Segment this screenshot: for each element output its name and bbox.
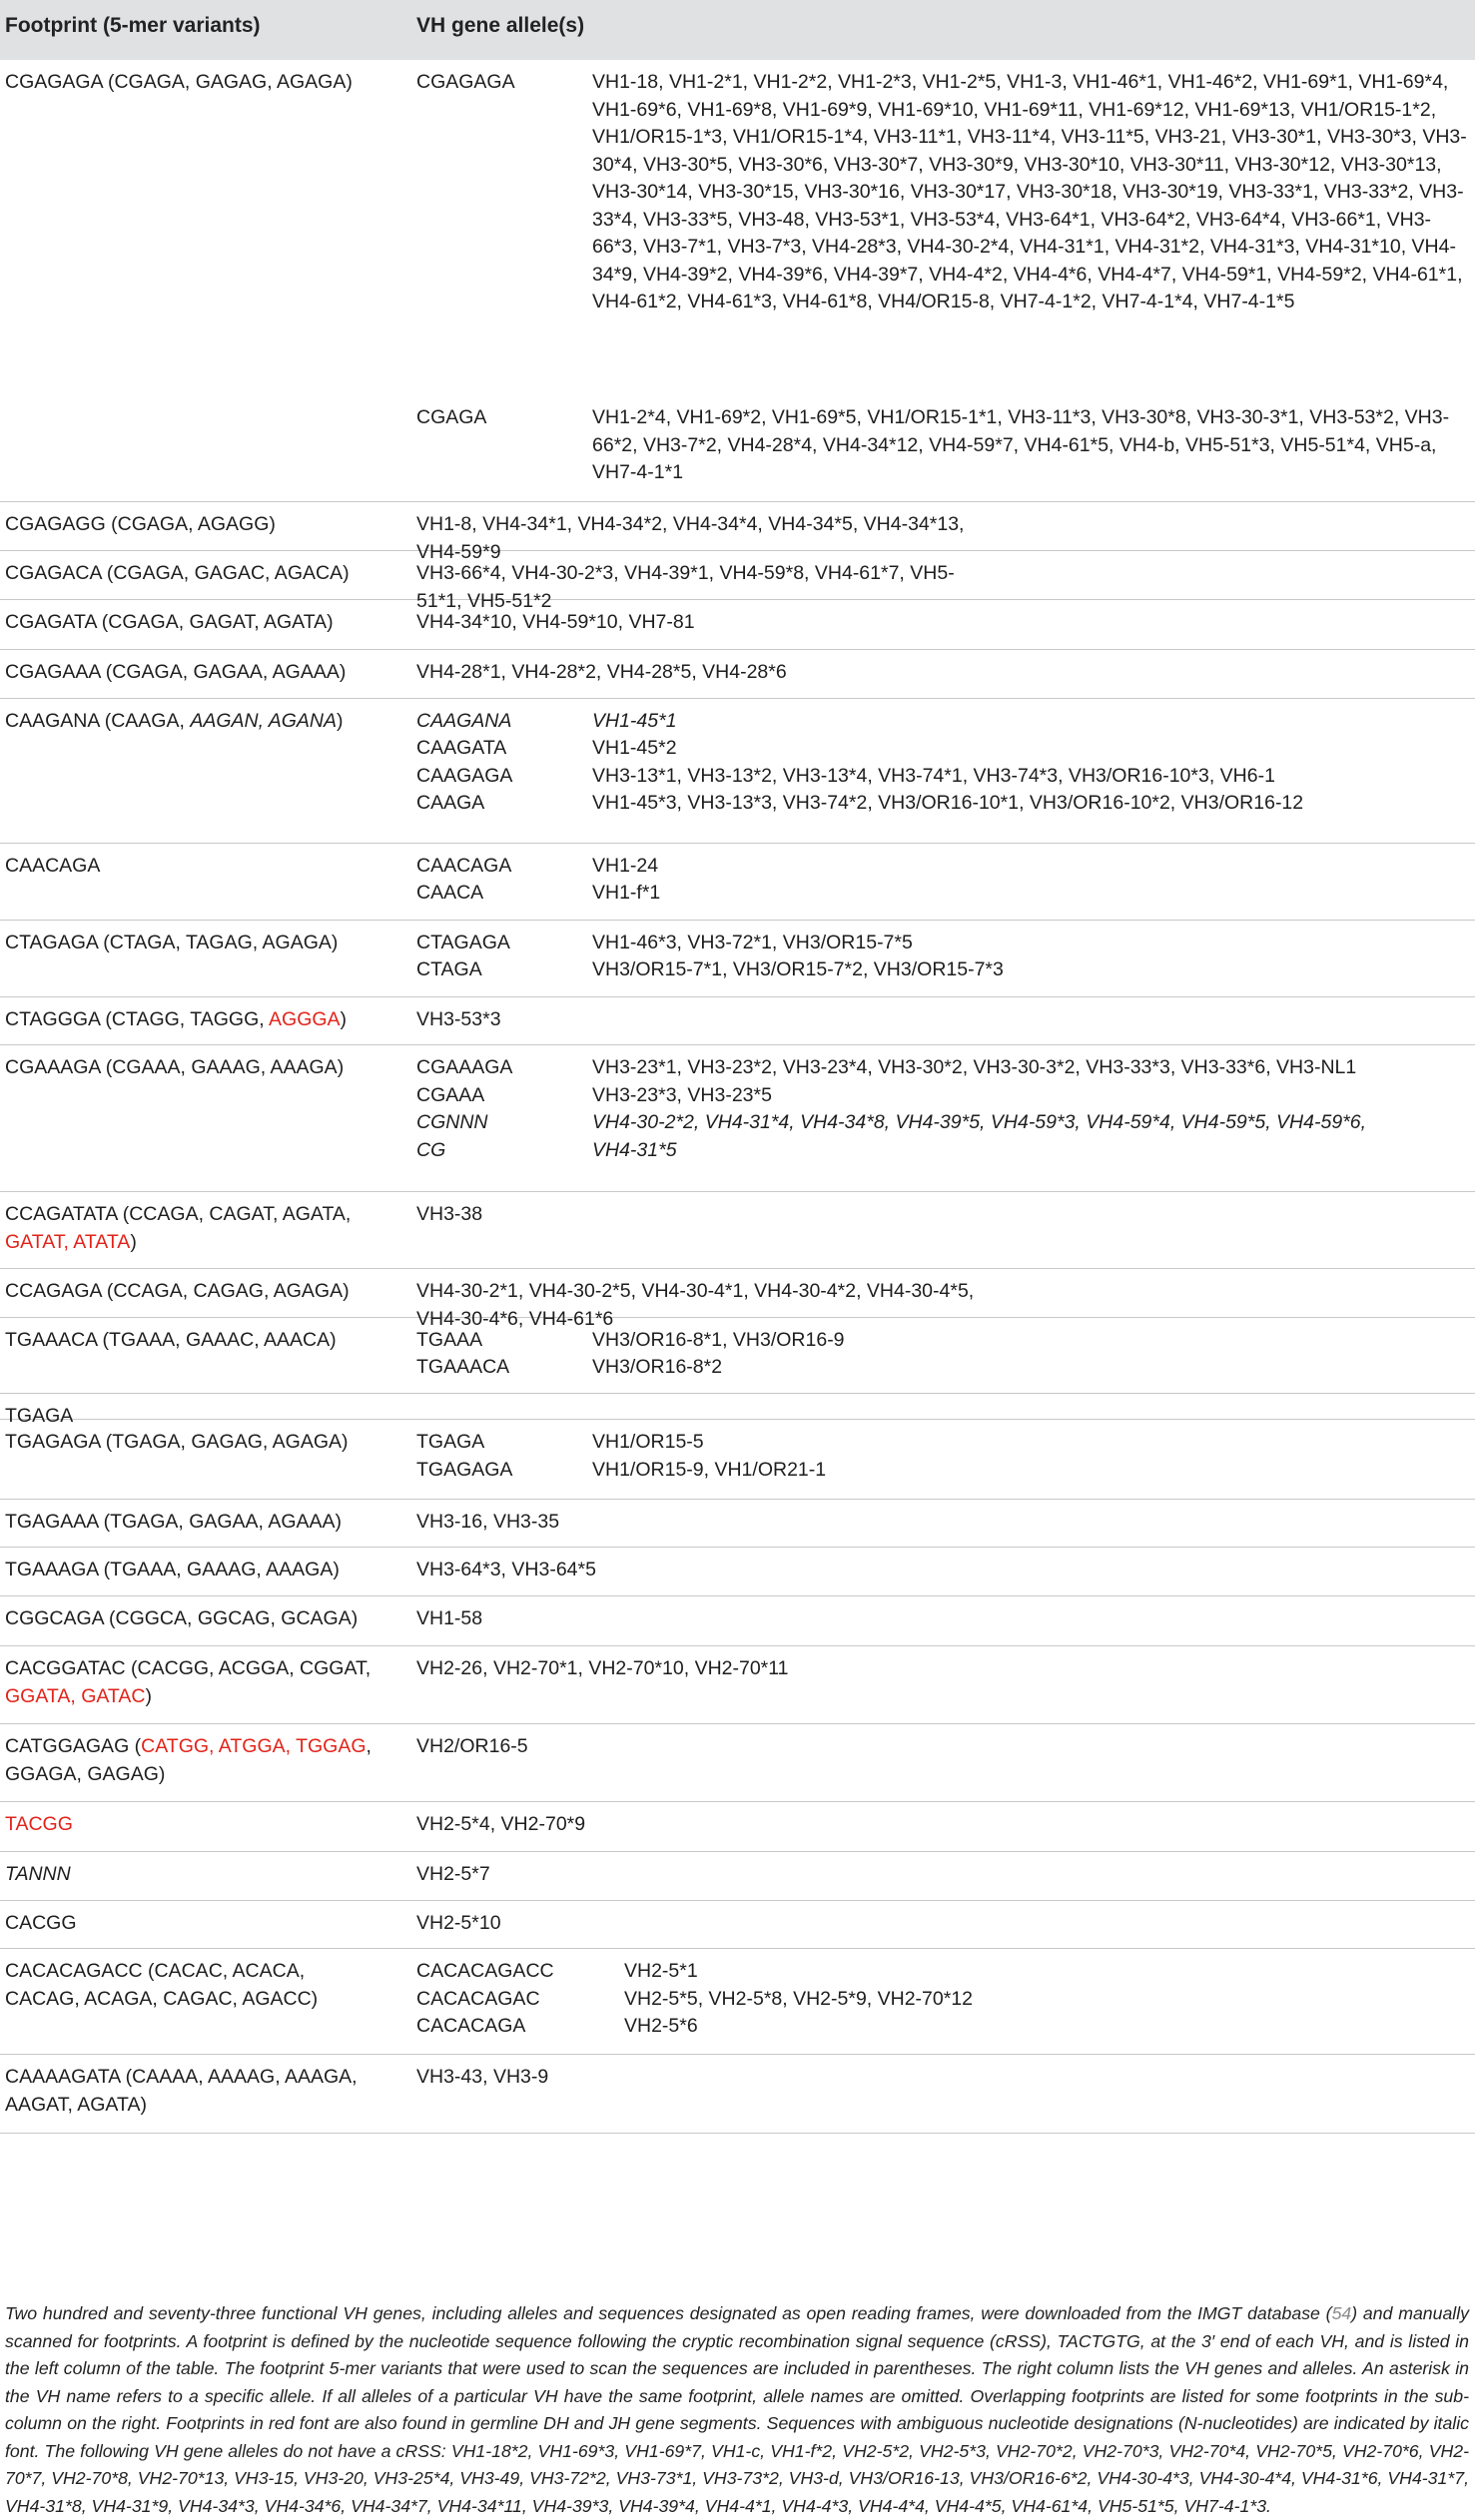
footprint-cell	[5, 1327, 399, 1355]
footprint-text: CGAAAGA (CGAAA, GAAAG, AAAGA)	[5, 1056, 345, 1078]
table-row	[0, 844, 1475, 921]
vh-allele-cell: VH2/OR16-5	[416, 1735, 528, 1757]
footprint-cell	[5, 511, 399, 539]
vh-allele-cell: VH3-66*4, VH4-30-2*3, VH4-39*1, VH4-59*8, VH4-61*7, VH5-51*1, VH5-51*2	[416, 562, 955, 612]
footprint-text: TGAGAAA (TGAGA, GAGAA, AGAAA)	[5, 1511, 343, 1533]
footprint-cell	[5, 1054, 399, 1082]
footprint-cell	[5, 1861, 399, 1889]
vh-allele-cell: VH4-30-2*1, VH4-30-2*5, VH4-30-4*1, VH4-30-4*2, VH4-30-4*5, VH4-30-4*6, VH4-61*6	[416, 1280, 975, 1330]
vh-allele-cell: VH3-43, VH3-9	[416, 2066, 549, 2088]
sub-footprint: CAAGA	[416, 792, 485, 814]
table-row	[0, 1646, 1475, 1724]
sub-footprint: CAACA	[416, 882, 484, 904]
vh-allele-list: VH3/OR16-8*1, VH3/OR16-9	[592, 1329, 845, 1351]
vh-allele-list: VH3-23*3, VH3-23*5	[592, 1084, 772, 1106]
footprint-cell	[5, 1655, 399, 1710]
footprint-text: CGAGACA (CGAGA, GAGAC, AGACA)	[5, 562, 350, 584]
sub-footprint: CGAGA	[416, 406, 487, 428]
footprint-text: CACACAGACC (CACAC, ACACA, CACAG, ACAGA, CAGAC, AGACC)	[5, 1960, 319, 2010]
sub-footprint: CTAGAGA	[416, 932, 510, 953]
footprint-cell	[5, 708, 399, 736]
footprint-text: CAAAAGATA (CAAAA, AAAAG, AAAGA, AAGAT, AGATA)	[5, 2066, 358, 2116]
footprint-cell	[5, 930, 399, 957]
footprint-cell	[5, 1557, 399, 1584]
footprint-text: CAACAGA	[5, 855, 101, 877]
footprint-cell	[5, 1733, 399, 1788]
footprint-cell	[5, 659, 399, 687]
footprint-cell	[5, 1509, 399, 1537]
sub-footprint: CGAGAGA	[416, 71, 515, 93]
sub-footprint: CG	[416, 1139, 446, 1161]
sub-footprint: CACACAGACC	[416, 1960, 554, 1982]
vh-allele-list: VH3-23*1, VH3-23*2, VH3-23*4, VH3-30*2, VH3-30-3*2, VH3-33*3, VH3-33*6, VH3-NL1	[592, 1056, 1357, 1078]
footprint-cell	[5, 1811, 399, 1839]
vh-genes-column-header: VH gene allele(s)	[416, 14, 585, 37]
table-row	[0, 1596, 1475, 1646]
table-row	[0, 1394, 1475, 1427]
footprint-cell	[5, 1006, 399, 1034]
footprint-cell	[5, 69, 399, 97]
vh-allele-cell: VH3-38	[416, 1203, 483, 1225]
caption-text: ) and manually scanned for footprints. A footprint is defined by the nucleotide sequence following the cryptic recombination signal sequence (cRSS), TACTGTG, at the 3′ end of each VH, and is listed in the left column of the table. The footprint 5-mer variants that were used to scan the sequences are included in parentheses. The right column lists the VH genes and alleles. An asterisk in the VH name refers to a specific allele. If all alleles of a particular VH have the same footprint, allele names are omitted. Overlapping footprints are listed for some footprints in the sub-column on the right. Footprints in red font are also found in germline DH and JH gene segments. Sequences with ambiguous nucleotide designations (N-nucleotides) are indicated by italic font. The following VH gene alleles do not have a cRSS: VH1-18*2, VH1-69*3, VH1-69*7, VH1-c, VH1-f*2, VH2-5*2, VH2-5*3, VH2-70*2, VH2-70*3, VH2-70*4, VH2-70*5, VH2-70*6, VH2-70*7, VH2-70*8, VH2-70*13, VH3-15, VH3-20, VH3-25*4, VH3-49, VH3-72*2, VH3-73*1, VH3-73*2, VH3-d, VH3/OR16-13, VH3/OR16-6*2, VH4-30-4*3, VH4-30-4*4, VH4-31*6, VH4-31*7, VH4-31*8, VH4-31*9, VH4-34*3, VH4-34*6, VH4-34*7, VH4-34*11, VH4-39*3, VH4-39*4, VH4-4*1, VH4-4*3, VH4-4*4, VH4-4*5, VH4-61*4, VH5-51*5, VH7-4-1*3.	[5, 2303, 1470, 2516]
vh-allele-list: VH2-5*1	[624, 1960, 698, 1982]
footprint-text: AAGAN, AGANA	[190, 710, 337, 732]
table-row	[0, 1802, 1475, 1852]
table-row	[0, 600, 1475, 650]
sub-footprint: CACACAGAC	[416, 1988, 540, 2010]
vh-allele-cell: VH3-16, VH3-35	[416, 1511, 560, 1533]
dh-jh-footprint: TACGG	[5, 1813, 73, 1835]
vh-allele-cell: VH2-5*10	[416, 1912, 501, 1934]
footprint-text: CAAGANA (CAAGA,	[5, 710, 191, 732]
footprint-text: TGAAACA (TGAAA, GAAAC, AAACA)	[5, 1329, 337, 1351]
table-row	[0, 2055, 1475, 2134]
footprint-cell	[5, 1910, 399, 1938]
table-row	[0, 502, 1475, 563]
footprint-cell	[5, 1605, 399, 1633]
table-row	[0, 1724, 1475, 1802]
footprint-cell	[5, 853, 399, 881]
table-row	[0, 1949, 1475, 2055]
footprint-text: )	[340, 1008, 348, 1030]
footprint-text: CGAGAGG (CGAGA, AGAGG)	[5, 513, 276, 535]
footprint-text: )	[130, 1230, 137, 1253]
vh-allele-list: VH3/OR16-8*2	[592, 1356, 723, 1378]
vh-allele-cell: VH4-34*10, VH4-59*10, VH7-81	[416, 611, 695, 633]
vh-allele-cell: VH1-8, VH4-34*1, VH4-34*2, VH4-34*4, VH4-34*5, VH4-34*13, VH4-59*9	[416, 513, 965, 563]
sub-footprint: CTAGA	[416, 958, 482, 980]
sub-footprint: CAAGANA	[416, 710, 512, 732]
footprint-text: )	[336, 710, 344, 732]
footprint-text: CACGGATAC (CACGG, ACGGA, CGGAT,	[5, 1657, 371, 1679]
footprint-text: CGAGAAA (CGAGA, GAGAA, AGAAA)	[5, 661, 347, 683]
table-row	[0, 1318, 1475, 1394]
table-body	[0, 60, 1475, 2134]
footprint-text: CGAGATA (CGAGA, GAGAT, AGATA)	[5, 611, 334, 633]
vh-allele-list: VH2-5*5, VH2-5*8, VH2-5*9, VH2-70*12	[624, 1988, 974, 2010]
footprint-cell	[5, 1278, 399, 1306]
footprint-cell	[5, 1429, 399, 1457]
footprint-text: , GGAGA, GAGAG)	[5, 1735, 371, 1785]
footprint-text: CTAGGGA (CTAGG, TAGGG,	[5, 1008, 270, 1030]
table-row	[0, 551, 1475, 612]
sub-footprint: TGAGA	[416, 1431, 485, 1453]
footprint-text: CCAGAGA (CCAGA, CAGAG, AGAGA)	[5, 1280, 350, 1302]
footprint-text: TANNN	[5, 1863, 71, 1885]
table-header	[0, 0, 1475, 60]
table-row	[0, 921, 1475, 997]
footprint-cell	[5, 1201, 399, 1256]
sub-footprint: TGAAACA	[416, 1356, 510, 1378]
table-row	[0, 60, 1475, 502]
vh-allele-list: VH1-46*3, VH3-72*1, VH3/OR15-7*5	[592, 932, 913, 953]
vh-allele-list: VH3/OR15-7*1, VH3/OR15-7*2, VH3/OR15-7*3	[592, 958, 1004, 980]
footprint-text: CTAGAGA (CTAGA, TAGAG, AGAGA)	[5, 932, 339, 953]
vh-allele-list: VH1-f*1	[592, 882, 661, 904]
sub-footprint: CGAAA	[416, 1084, 485, 1106]
vh-allele-list: VH2-5*6	[624, 2015, 698, 2037]
sub-footprint: CAAGATA	[416, 737, 507, 759]
table-row	[0, 1548, 1475, 1596]
table-row	[0, 1045, 1475, 1192]
vh-allele-list: VH1-45*1	[592, 710, 677, 732]
footprint-text: CCAGATATA (CCAGA, CAGAT, AGATA,	[5, 1203, 352, 1225]
caption-text: Two hundred and seventy-three functional VH genes, including alleles and sequences designated as open reading frames, were downloaded from the IMGT database (	[5, 2303, 1332, 2323]
table-row	[0, 1500, 1475, 1548]
footprint-cell	[5, 1958, 335, 2013]
vh-allele-list: VH1-45*3, VH3-13*3, VH3-74*2, VH3/OR16-10*1, VH3/OR16-10*2, VH3/OR16-12	[592, 792, 1304, 814]
reference-link: 54	[1331, 2303, 1352, 2323]
sub-footprint: TGAAA	[416, 1329, 483, 1351]
footprint-text: CACGG	[5, 1912, 77, 1934]
footprint-text: TGAAAGA (TGAAA, GAAAG, AAAGA)	[5, 1559, 340, 1580]
table-row	[0, 1901, 1475, 1949]
vh-allele-list: VH1-18, VH1-2*1, VH1-2*2, VH1-2*3, VH1-2*5, VH1-3, VH1-46*1, VH1-46*2, VH1-69*1, VH1-69*4, VH1-69*6, VH1-69*8, VH1-69*9, VH1-69*10, VH1-69*11, VH1-69*12, VH1-69*13, VH1/OR15-1*2, VH1/OR15-1*3, VH1/OR15-1*4, VH3-11*1, VH3-11*4, VH3-11*5, VH3-21, VH3-30*1, VH3-30*3, VH3-30*4, VH3-30*5, VH3-30*6, VH3-30*7, VH3-30*9, VH3-30*10, VH3-30*11, VH3-30*12, VH3-30*13, VH3-30*14, VH3-30*15, VH3-30*16, VH3-30*17, VH3-30*18, VH3-30*19, VH3-33*1, VH3-33*2, VH3-33*4, VH3-33*5, VH3-48, VH3-53*1, VH3-53*4, VH3-64*1, VH3-64*2, VH3-64*4, VH3-66*1, VH3-66*3, VH3-7*1, VH3-7*3, VH4-28*3, VH4-30-2*4, VH4-31*1, VH4-31*2, VH4-31*3, VH4-31*10, VH4-34*9, VH4-39*2, VH4-39*6, VH4-39*7, VH4-4*2, VH4-4*6, VH4-4*7, VH4-59*1, VH4-59*2, VH4-61*1, VH4-61*2, VH4-61*3, VH4-61*8, VH4/OR15-8, VH7-4-1*2, VH7-4-1*4, VH7-4-1*5	[592, 71, 1467, 313]
sub-footprint: CGNNN	[416, 1111, 488, 1133]
footprint-text: CGGCAGA (CGGCA, GGCAG, GCAGA)	[5, 1607, 359, 1629]
dh-jh-footprint: CATGG, ATGGA, TGGAG	[141, 1735, 367, 1757]
footprint-text: CGAGAGA (CGAGA, GAGAG, AGAGA)	[5, 71, 353, 93]
vh-allele-list: VH4-31*5	[592, 1139, 677, 1161]
vh-allele-cell: VH1-58	[416, 1607, 483, 1629]
vh-allele-cell: VH3-64*3, VH3-64*5	[416, 1559, 596, 1580]
vh-allele-cell: VH2-5*7	[416, 1863, 490, 1885]
footprint-column-header: Footprint (5-mer variants)	[5, 14, 261, 37]
table-row	[0, 650, 1475, 699]
vh-allele-list: VH4-30-2*2, VH4-31*4, VH4-34*8, VH4-39*5, VH4-59*3, VH4-59*4, VH4-59*5, VH4-59*6,	[592, 1111, 1367, 1133]
footprint-cell	[5, 609, 399, 637]
table-row	[0, 997, 1475, 1045]
table-row	[0, 1852, 1475, 1901]
vh-allele-list: VH1-2*4, VH1-69*2, VH1-69*5, VH1/OR15-1*1, VH3-11*3, VH3-30*8, VH3-30-3*1, VH3-53*2, VH3-66*2, VH3-7*2, VH4-28*4, VH4-34*12, VH4-59*7, VH4-61*5, VH4-b, VH5-51*3, VH5-51*4, VH5-a, VH7-4-1*1	[592, 406, 1450, 483]
footprint-cell	[5, 560, 399, 588]
table-row	[0, 699, 1475, 844]
table-row	[0, 1192, 1475, 1269]
footprint-cell	[5, 2064, 399, 2119]
table-row	[0, 1420, 1475, 1500]
footprint-text: )	[145, 1684, 152, 1707]
sub-footprint: CAAGAGA	[416, 765, 513, 787]
sub-footprint: CACACAGA	[416, 2015, 526, 2037]
vh-allele-list: VH3-13*1, VH3-13*2, VH3-13*4, VH3-74*1, VH3-74*3, VH3/OR16-10*3, VH6-1	[592, 765, 1275, 787]
sub-footprint: TGAGAGA	[416, 1459, 513, 1481]
vh-allele-cell: VH2-26, VH2-70*1, VH2-70*10, VH2-70*11	[416, 1657, 789, 1679]
footprint-text: TGAGAGA (TGAGA, GAGAG, AGAGA)	[5, 1431, 349, 1453]
sub-footprint: CAACAGA	[416, 855, 512, 877]
footprint-text: TGAGA	[5, 1405, 74, 1427]
vh-allele-cell: VH4-28*1, VH4-28*2, VH4-28*5, VH4-28*6	[416, 661, 787, 683]
sub-footprint: CGAAAGA	[416, 1056, 513, 1078]
vh-allele-cell: VH2-5*4, VH2-70*9	[416, 1813, 586, 1835]
table-row	[0, 1269, 1475, 1330]
vh-allele-cell: VH3-53*3	[416, 1008, 501, 1030]
table-caption	[5, 2300, 1469, 2520]
dh-jh-footprint: AGGGA	[269, 1008, 341, 1030]
vh-allele-list: VH1/OR15-9, VH1/OR21-1	[592, 1459, 827, 1481]
vh-allele-list: VH1-45*2	[592, 737, 677, 759]
footprint-text: CATGGAGAG (	[5, 1735, 142, 1757]
vh-allele-list: VH1/OR15-5	[592, 1431, 704, 1453]
dh-jh-footprint: GATAT, ATATA	[5, 1230, 131, 1253]
dh-jh-footprint: GGATA, GATAC	[5, 1684, 146, 1707]
vh-allele-list: VH1-24	[592, 855, 659, 877]
